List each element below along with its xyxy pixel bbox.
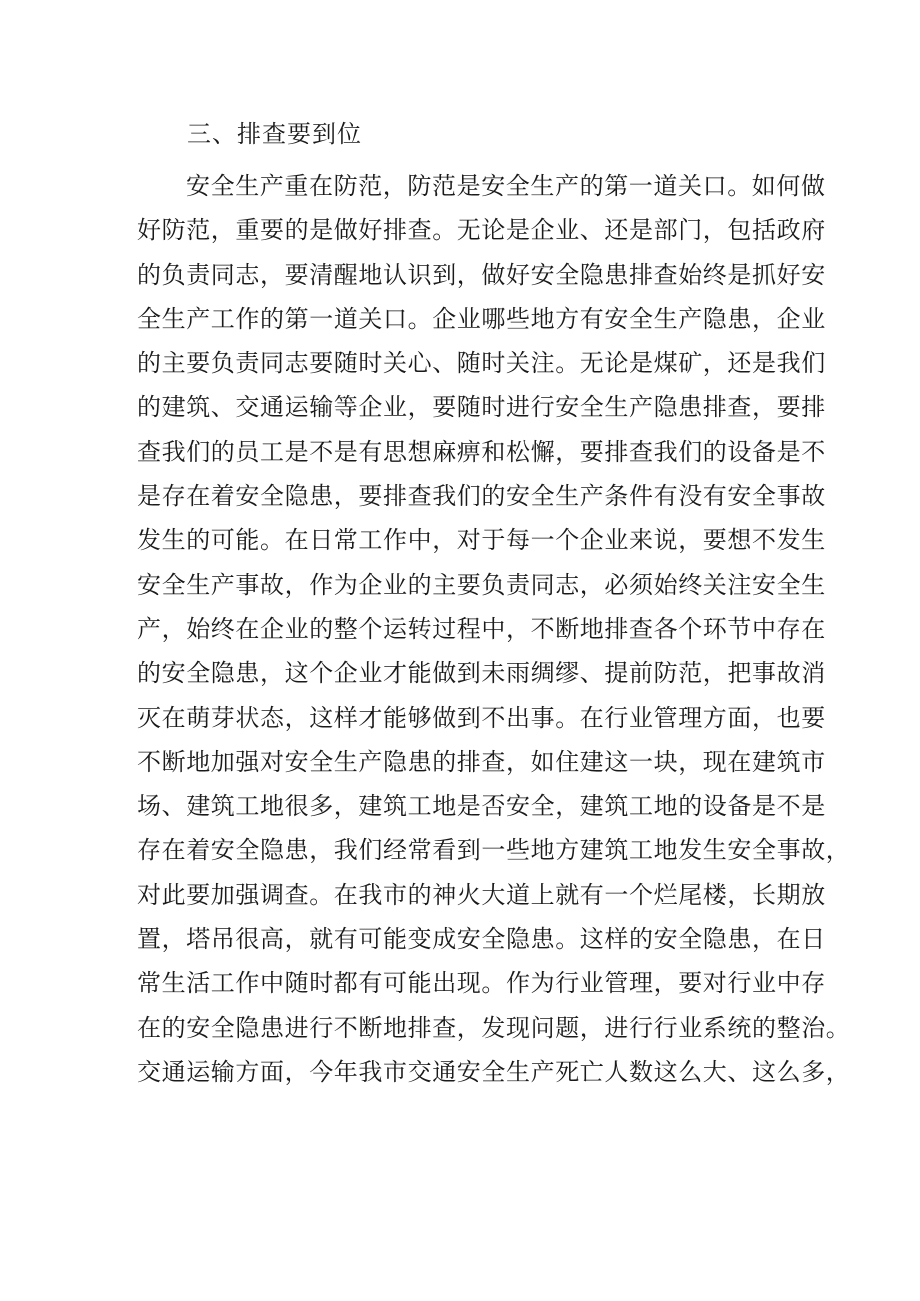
text-line: 好防范，重要的是做好排查。无论是企业、还是部门，包括政府 bbox=[137, 216, 826, 245]
text-line: 交通运输方面，今年我市交通安全生产死亡人数这么大、这么多， bbox=[137, 1057, 851, 1086]
text-line: 全生产工作的第一道关口。企业哪些地方有安全生产隐患，企业 bbox=[137, 304, 826, 333]
text-line: 是存在着安全隐患，要排查我们的安全生产条件有没有安全事故 bbox=[137, 482, 826, 511]
text-line: 发生的可能。在日常工作中，对于每一个企业来说，要想不发生 bbox=[137, 526, 826, 555]
text-line: 不断地加强对安全生产隐患的排查，如住建这一块，现在建筑市 bbox=[137, 747, 826, 776]
text-line: 场、建筑工地很多，建筑工地是否安全，建筑工地的设备是不是 bbox=[137, 792, 826, 821]
text-line: 查我们的员工是不是有思想麻痹和松懈，要排查我们的设备是不 bbox=[137, 437, 826, 466]
text-line: 安全生产重在防范，防范是安全生产的第一道关口。如何做 bbox=[186, 172, 826, 200]
text-line: 的主要负责同志要随时关心、随时关注。无论是煤矿，还是我们 bbox=[137, 349, 826, 378]
text-line: 在的安全隐患进行不断地排查，发现问题，进行行业系统的整治。 bbox=[137, 1013, 851, 1042]
text-line: 的安全隐患，这个企业才能做到未雨绸缪、提前防范，把事故消 bbox=[137, 659, 826, 688]
text-line: 置，塔吊很高，就有可能变成安全隐患。这样的安全隐患，在日 bbox=[137, 925, 826, 954]
text-line: 产，始终在企业的整个运转过程中，不断地排查各个环节中存在 bbox=[137, 614, 826, 643]
body-paragraph bbox=[137, 164, 851, 1094]
text-line: 灭在萌芽状态，这样才能够做到不出事。在行业管理方面，也要 bbox=[137, 703, 826, 732]
text-line: 对此要加强调查。在我市的神火大道上就有一个烂尾楼，长期放 bbox=[137, 880, 826, 909]
text-line: 的建筑、交通运输等企业，要随时进行安全生产隐患排查，要排 bbox=[137, 393, 826, 422]
text-line: 存在着安全隐患，我们经常看到一些地方建筑工地发生安全事故， bbox=[137, 836, 851, 865]
text-line: 的负责同志，要清醒地认识到，做好安全隐患排查始终是抓好安 bbox=[137, 260, 826, 289]
section-heading: 三、排查要到位 bbox=[187, 120, 362, 148]
text-line: 常生活工作中随时都有可能出现。作为行业管理，要对行业中存 bbox=[137, 969, 826, 998]
text-line: 安全生产事故，作为企业的主要负责同志，必须始终关注安全生 bbox=[137, 570, 826, 599]
